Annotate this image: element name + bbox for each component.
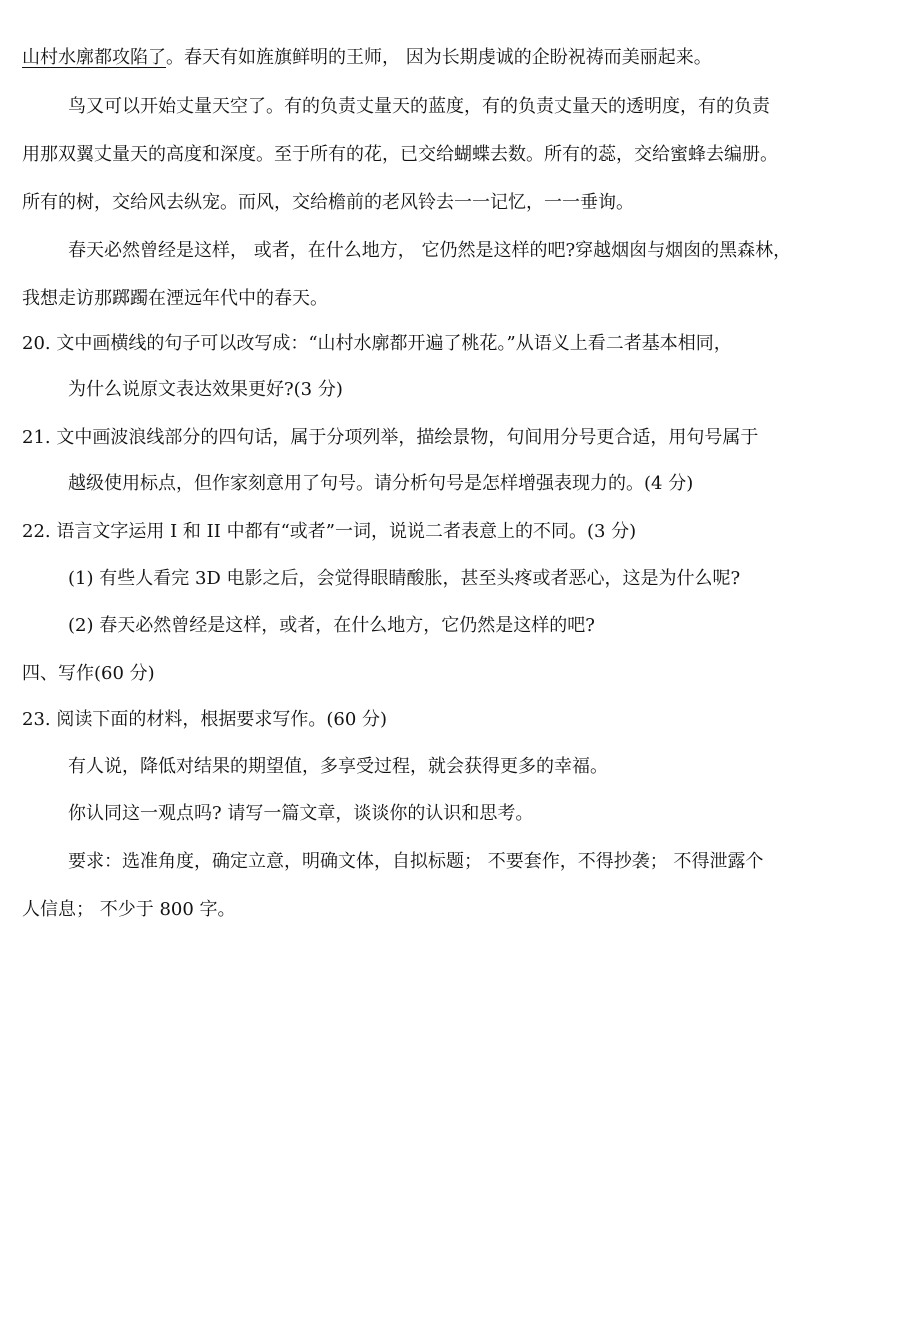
- passage-line-3: 用那双翼丈量天的高度和深度。至于所有的花，已交给蝴蝶去数。所有的蕊，交给蜜蜂去编册。: [22, 144, 778, 165]
- question-22-line-1: 22. 语言文字运用 I 和 II 中都有“或者”一词，说说二者表意上的不同。(3 分): [22, 521, 637, 542]
- writing-requirements-line-2: 人信息； 不少于 800 字。: [22, 899, 236, 920]
- passage-line-2: 鸟又可以开始丈量天空了。有的负责丈量天的蓝度，有的负责丈量天的透明度，有的负责: [68, 96, 770, 117]
- writing-prompt: 你认同这一观点吗? 请写一篇文章，谈谈你的认识和思考。: [68, 803, 534, 824]
- writing-material: 有人说，降低对结果的期望值，多享受过程，就会获得更多的幸福。: [68, 756, 608, 777]
- question-23-line-1: 23. 阅读下面的材料，根据要求写作。(60 分): [22, 709, 388, 730]
- writing-requirements-line-1: 要求：选准角度，确定立意，明确文体，自拟标题； 不要套作，不得抄袭； 不得泄露个: [68, 851, 764, 872]
- passage-line-6: 我想走访那踯躅在湮远年代中的春天。: [22, 288, 328, 309]
- passage-line-5: 春天必然曾经是这样， 或者，在什么地方， 它仍然是这样的吧?穿越烟囱与烟囱的黑森林，: [68, 240, 792, 261]
- question-20-line-2: 为什么说原文表达效果更好?(3 分): [68, 379, 343, 400]
- underlined-sentence: 山村水廓都攻陷了: [22, 47, 166, 68]
- question-22-item-1: (1) 有些人看完 3D 电影之后，会觉得眼睛酸胀，甚至头疼或者恶心，这是为什么呢?: [68, 568, 741, 589]
- writing-section-title: 四、写作(60 分): [22, 663, 155, 684]
- passage-line-1-rest: 。春天有如旌旗鲜明的王师， 因为长期虔诚的企盼祝祷而美丽起来。: [166, 47, 712, 68]
- question-21-line-2: 越级使用标点，但作家刻意用了句号。请分析句号是怎样增强表现力的。(4 分): [68, 473, 694, 494]
- passage-line-4: 所有的树，交给风去纵宠。而风，交给檐前的老风铃去一一记忆，一一垂询。: [22, 192, 634, 213]
- passage-line-1: [22, 46, 712, 70]
- question-20-line-1: 20. 文中画横线的句子可以改写成：“山村水廓都开遍了桃花。”从语义上看二者基本相同，: [22, 333, 732, 354]
- question-21-line-1: 21. 文中画波浪线部分的四句话，属于分项列举，描绘景物，句间用分号更合适，用句号属于: [22, 427, 759, 448]
- question-22-item-2: (2) 春天必然曾经是这样，或者，在什么地方，它仍然是这样的吧?: [68, 615, 595, 636]
